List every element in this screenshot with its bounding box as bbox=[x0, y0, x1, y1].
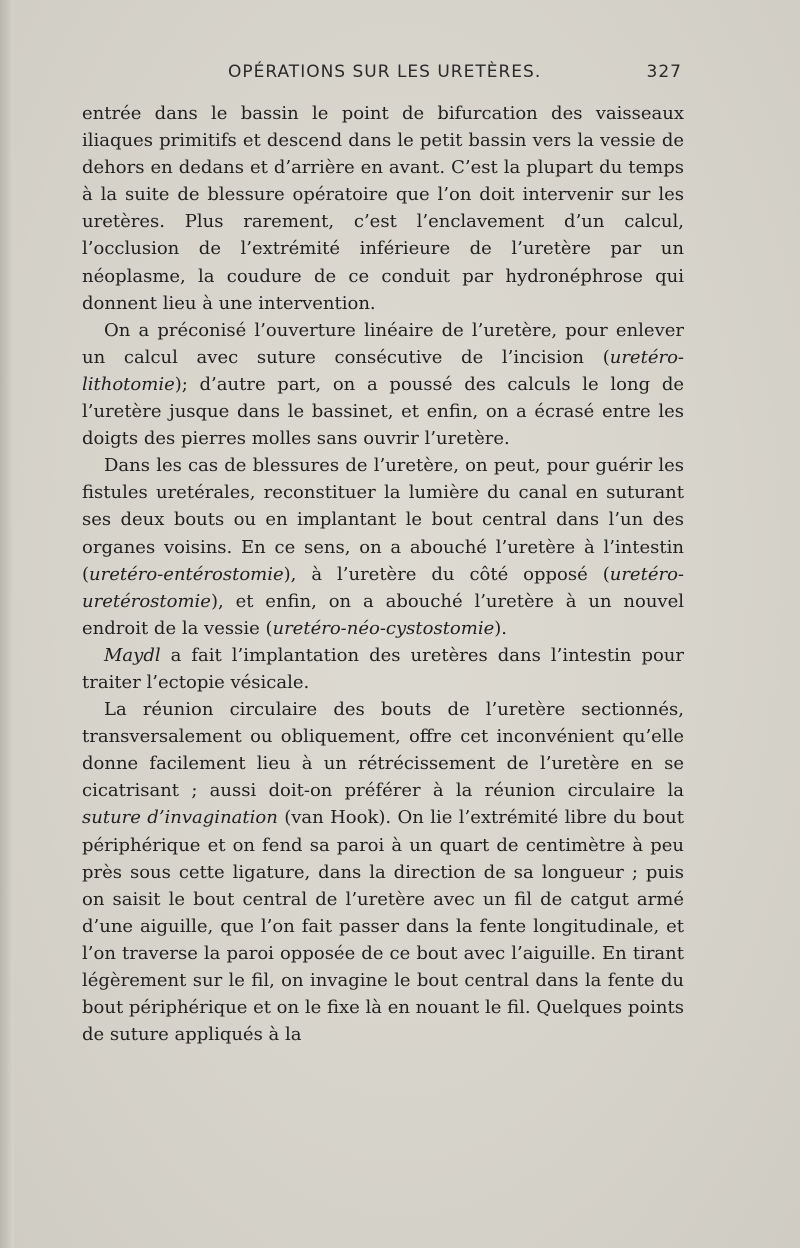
paragraph bbox=[82, 317, 684, 452]
page-number: 327 bbox=[646, 62, 682, 82]
text-segment: La réunion circulaire des bouts de l’uretère sectionnés, transversalement ou obliquement, offre cet inconvénient qu’elle donne facilement lieu à un rétrécissement de l’uretère en se cicatrisant ; aussi doit-on préférer à la réunion circulaire la bbox=[82, 699, 684, 802]
text-segment: (van Hook). On lie l’extrémité libre du bout périphérique et on fend sa paroi à un quart de centimètre à peu près sous cette ligature, dans la direction de sa longueur ; puis on saisit le bout central de l’uretère avec un fil de catgut armé d’une aiguille, que l’on fait passer dans la fente longitudinale, et l’on traverse la paroi opposée de ce bout avec l’aiguille. En tirant légèrement sur le fil, on invagine le bout central dans la fente du bout périphérique et on le fixe là en nouant le fil. Quelques points de suture appliqués à la bbox=[82, 807, 684, 1046]
paragraph bbox=[82, 696, 684, 1048]
page-header bbox=[82, 60, 682, 88]
text-segment: a fait l’implantation des uretères dans l’intestin pour traiter l’ectopie vésicale. bbox=[82, 644, 684, 693]
body-text bbox=[82, 100, 684, 1048]
paragraph bbox=[82, 452, 684, 642]
italic-author-name: Maydl bbox=[104, 644, 161, 666]
italic-term: uretéro-entérostomie bbox=[89, 563, 284, 585]
text-segment: On a préconisé l’ouverture linéaire de l’uretère, pour enlever un calcul avec suture consécutive de l’incision ( bbox=[82, 319, 684, 368]
text-segment: ), et enfin, on a abouché l’uretère à un nouvel endroit de la vessie ( bbox=[82, 590, 684, 639]
text-segment: entrée dans le bassin le point de bifurcation des vaisseaux iliaques primitifs et descend dans le petit bassin vers la vessie de dehors en dedans et d’arrière en avant. C’est la plupart du temps à la suite de blessure opératoire que l’on doit intervenir sur les uretères. Plus rarement, c’est l’enclavement d’un calcul, l’occlusion de l’extrémité inférieure de l’uretère par un néoplasme, la coudure de ce conduit par hydronéphrose qui donnent lieu à une intervention. bbox=[82, 103, 684, 314]
paragraph bbox=[82, 100, 684, 317]
text-segment: Dans les cas de blessures de l’uretère, on peut, pour guérir les fistules uretérales, reconstituer la lumière du canal en suturant ses deux bouts ou en implantant le bout central dans l’un des organes voisins. En ce sens, on a abouché l’uretère à l’intestin ( bbox=[82, 455, 684, 585]
italic-term: suture d’invagination bbox=[82, 807, 278, 829]
text-segment: ); d’autre part, on a poussé des calculs le long de l’uretère jusque dans le bassinet, et enfin, on a écrasé entre les doigts des pierres molles sans ouvrir l’uretère. bbox=[82, 373, 684, 450]
paragraph bbox=[82, 642, 684, 696]
italic-term: uretéro-lithotomie bbox=[82, 346, 684, 395]
page-edge-shadow bbox=[0, 0, 14, 1248]
italic-term: uretéro-uretérostomie bbox=[82, 563, 684, 612]
running-title: OPÉRATIONS SUR LES URETÈRES. bbox=[228, 62, 542, 82]
italic-term: uretéro-néo-cystostomie bbox=[272, 617, 495, 639]
text-segment: ). bbox=[494, 617, 507, 639]
text-segment: ), à l’uretère du côté opposé ( bbox=[283, 563, 610, 585]
